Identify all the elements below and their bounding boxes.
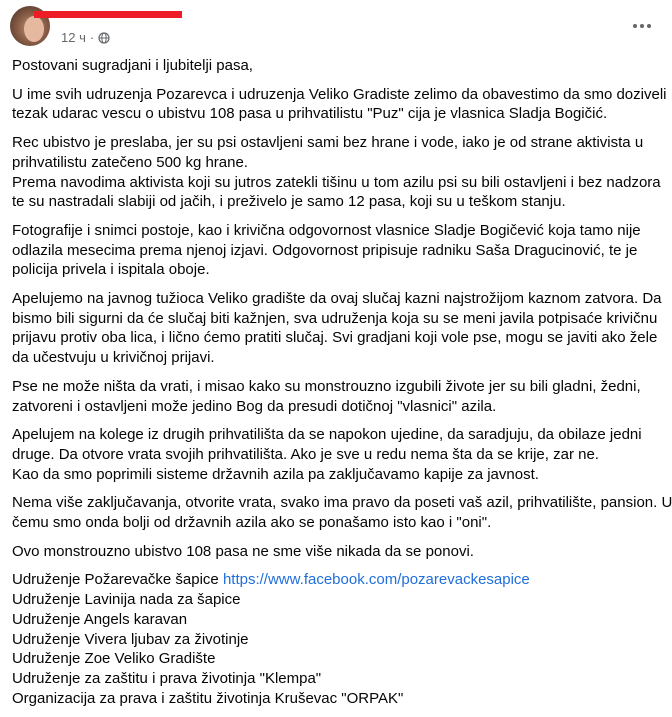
post-paragraph (12, 542, 660, 562)
post-body (12, 56, 672, 717)
signature-line: Udruženje Lavinija nada za šapice (12, 591, 241, 609)
signature-line: Udruženje Zoe Veliko Gradište (12, 650, 216, 668)
text-line: Nema više zaključavanja, otvorite vrata, svako ima pravo da poseti vaš azil, prihvatilište, pansion. U (12, 494, 672, 512)
post-paragraph (12, 377, 660, 416)
signatures (12, 570, 660, 708)
post-timestamp[interactable] (61, 30, 110, 45)
signature-list (12, 590, 660, 708)
text-line: Apelujemo na javnog tužioca Veliko gradište da ovaj slučaj kazni najstrožijom kaznom zatvora. Da (12, 290, 662, 308)
text-line: policija privela i ispitala oboje. (12, 261, 210, 279)
text-line: Rec ubistvo je preslaba, jer su psi ostavljeni sami bez hrane i vode, iako je od strane aktivista u (12, 134, 644, 152)
post-paragraph (12, 289, 660, 368)
post-header (0, 0, 672, 54)
text-line: Postovani sugradjani i ljubitelji pasa, (12, 57, 253, 74)
more-options-button[interactable] (628, 14, 656, 38)
text-line: Pse ne može ništa da vrati, i misao kako su monstrouzno izgubili živote jer su bili gladni, žedni, (12, 377, 641, 395)
post-paragraph (12, 221, 660, 280)
avatar-photo (24, 16, 44, 42)
globe-icon (98, 32, 110, 44)
text-line: da učestvuju u krivičnoj prijavi. (12, 349, 215, 367)
post-paragraph (12, 85, 667, 124)
author-name-redaction (34, 11, 182, 18)
text-line: druge. Da otvore vrata svojih prihvatilišta. Ako je sve u redu nema šta da se krije, zar ne. (12, 445, 599, 463)
text-line: Ovo monstrouzno ubistvo 108 pasa ne sme više nikada da se ponovi. (12, 542, 474, 560)
text-line: tezak udarac vescu o ubistvu 108 pasa u prihvatilistu "Puz" cija je vlasnica Sladja Bogičić. (12, 105, 608, 123)
signature-line: Udruženje Požarevačke šapice https://www.facebook.com/pozarevackesapice (12, 571, 530, 589)
text-line: U ime svih udruzenja Pozarevca i udruzenja Veliko Gradiste zelimo da obavestimo da smo doziveli (12, 85, 667, 103)
text-line: Prema navodima aktivista koji su jutros zatekli tišinu u tom azilu psi su bili ostavljeni i bez nadzora (12, 173, 661, 191)
more-dots-icon (633, 24, 637, 28)
text-line: odlazila mesecima prema njenoj izjavi. Odgovornost pripisuje radniku Saša Dragucinović, te je (12, 241, 638, 259)
text-line: bismo bili sigurni da će slučaj biti kažnjen, sva udruženja koja su se meni javila potpisaće krivičnu (12, 309, 658, 327)
post-paragraph (12, 133, 660, 212)
text-line: Kao da smo poprimili sisteme državnih azila pa zaključavamo kapije za javnost. (12, 465, 539, 483)
post-paragraphs (12, 56, 672, 561)
facebook-link[interactable]: https://www.facebook.com/pozarevackesapice (222, 571, 530, 589)
text-line: prihvatilistu zatečeno 500 kg hrane. (12, 153, 248, 171)
text-line: prijavu protiv oba lica, i lično ćemo pratiti slučaj. Svi gradjani koji vole pse, mogu se javiti ako žele (12, 329, 658, 347)
text-line: Fotografije i snimci postoje, kao i krivična odgovornost vlasnice Sladje Bogičević koja tamo nije (12, 221, 641, 239)
post-paragraph (12, 56, 660, 76)
dot-separator: · (89, 30, 95, 45)
text-line: Apelujem na kolege iz drugih prihvatilišta da se napokon ujedine, da saradjuju, da obilaze jedni (12, 426, 642, 444)
post-paragraph (12, 425, 660, 484)
text-line: čemu smo onda bolji od državnih azila ako se ponašamo isto kao i "oni". (12, 514, 492, 532)
signature-line: Udruženje Angels karavan (12, 610, 188, 628)
text-line: zatvoreni i ostavljeni može jedino Bog da presudi dotičnoj "vlasnici" azila. (12, 397, 497, 415)
post-time-text[interactable]: 12 ч (61, 30, 86, 45)
post-paragraph (12, 493, 672, 532)
signature-line: Organizacija za prava i zaštitu životinja Kruševac "ORPAK" (12, 689, 404, 707)
text-line: te su nastradali slabiji od jačih, i preživelo je samo 12 pasa, koji su u teškom stanju. (12, 193, 566, 211)
signature-line: Udruženje za zaštitu i prava životinja "Klempa" (12, 669, 322, 687)
signature-line: Udruženje Vivera ljubav za životinje (12, 630, 249, 648)
